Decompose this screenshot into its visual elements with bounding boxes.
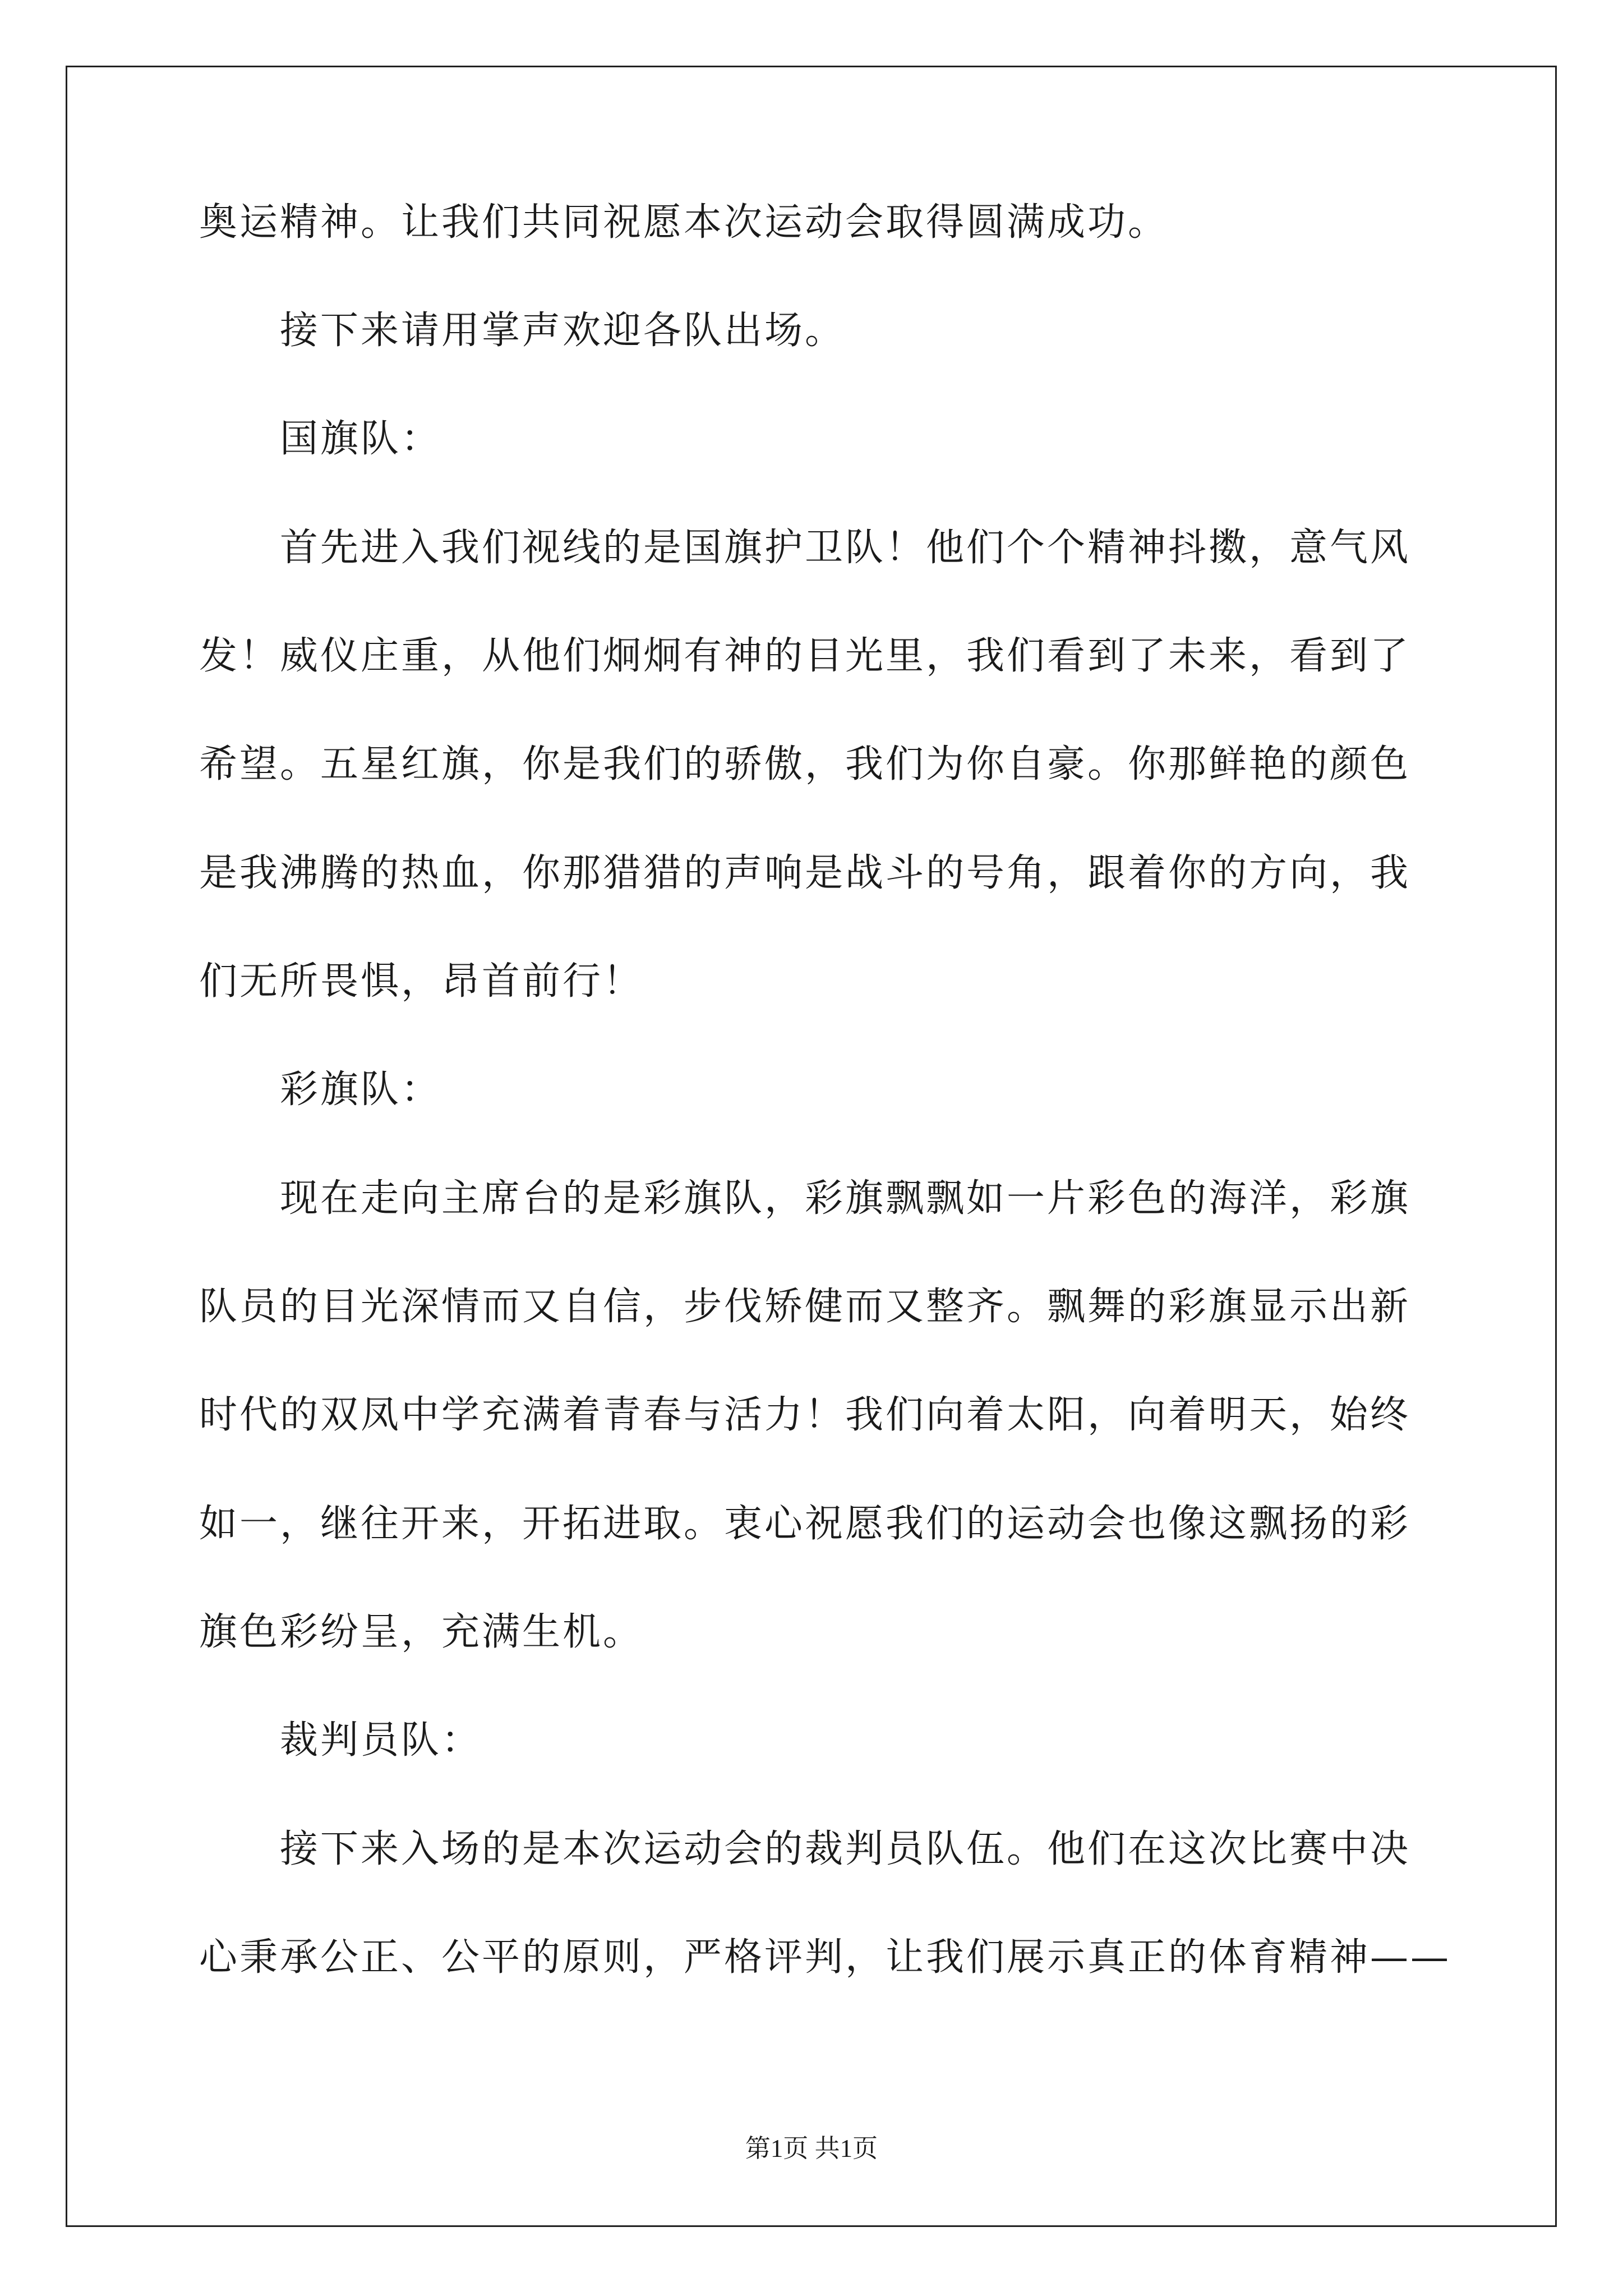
paragraph-line: 接下来请用掌声欢迎各队出场。 bbox=[280, 309, 846, 353]
paragraph-line: 发！威仪庄重，从他们炯炯有神的目光里，我们看到了未来，看到了 bbox=[199, 634, 1411, 678]
paragraph-line: 希望。五星红旗，你是我们的骄傲，我们为你自豪。你那鲜艳的颜色 bbox=[199, 742, 1411, 786]
paragraph-line: 是我沸腾的热血，你那猎猎的声响是战斗的号角，跟着你的方向，我 bbox=[199, 851, 1411, 895]
paragraph-line: 旗色彩纷呈，充满生机。 bbox=[199, 1610, 644, 1654]
section-heading-referee-team: 裁判员队： bbox=[280, 1718, 482, 1763]
paragraph-line: 首先进入我们视线的是国旗护卫队！他们个个精神抖擞，意气风 bbox=[280, 526, 1411, 570]
paragraph-line: 时代的双凤中学充满着青春与活力！我们向着太阳，向着明天，始终 bbox=[199, 1393, 1411, 1437]
page-number-footer: 第1页 共1页 bbox=[745, 2134, 878, 2162]
section-heading-flag-team: 国旗队： bbox=[280, 417, 442, 461]
paragraph-line: 队员的目光深情而又自信，步伐矫健而又整齐。飘舞的彩旗显示出新 bbox=[199, 1285, 1411, 1329]
paragraph-line: 奥运精神。让我们共同祝愿本次运动会取得圆满成功。 bbox=[199, 200, 1169, 245]
page-border bbox=[66, 66, 1557, 2227]
paragraph-line: 心秉承公正、公平的原则，严格评判，让我们展示真正的体育精神—— bbox=[199, 1935, 1451, 1980]
paragraph-line: 接下来入场的是本次运动会的裁判员队伍。他们在这次比赛中决 bbox=[280, 1827, 1411, 1871]
paragraph-line: 现在走向主席台的是彩旗队，彩旗飘飘如一片彩色的海洋，彩旗 bbox=[280, 1176, 1411, 1221]
paragraph-line: 们无所畏惧，昂首前行！ bbox=[199, 959, 644, 1004]
section-heading-color-flag-team: 彩旗队： bbox=[280, 1068, 442, 1112]
paragraph-line: 如一，继往开来，开拓进取。衷心祝愿我们的运动会也像这飘扬的彩 bbox=[199, 1502, 1411, 1546]
